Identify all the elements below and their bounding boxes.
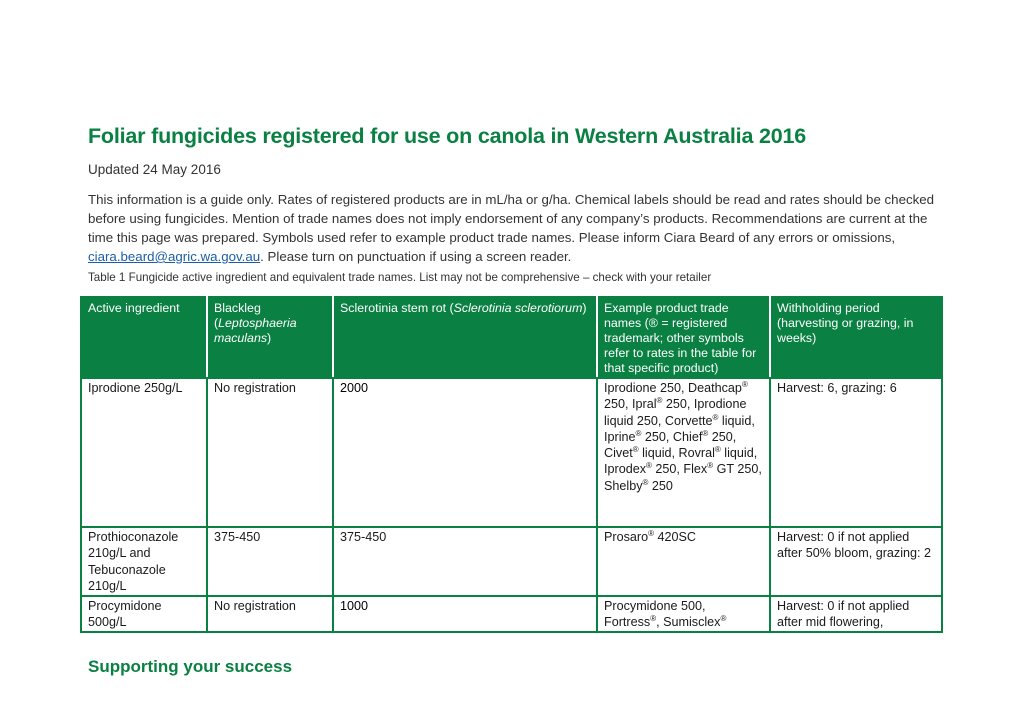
- header-sclerotinia-close: ): [582, 301, 587, 315]
- cell-blackleg: No registration: [207, 596, 333, 632]
- trade-text: Procymidone 500, Fortress: [604, 599, 706, 630]
- intro-paragraph: [88, 190, 948, 266]
- registered-mark: ®: [632, 445, 639, 454]
- cell-active-ingredient: Iprodione 250g/L: [81, 378, 207, 527]
- trade-text: 250: [648, 478, 673, 493]
- trade-text: 250, Flex: [651, 462, 708, 477]
- fungicide-table: [80, 296, 943, 633]
- trade-text: 420SC: [654, 530, 697, 544]
- registered-mark: ®: [712, 412, 719, 422]
- header-blackleg-species: Leptosphaeria maculans: [214, 316, 297, 345]
- intro-text: This information is a guide only. Rates of registered products are in mL/ha or g/ha. Chemical labels should be read and rates should be checked before using fungicides. Mention of trade names does not imply endorsement of any company’s products. Recommendations are current at the time this page was prepared. Symbols used refer to example product trade names. Please inform Ciara Beard of any errors or omissions,: [88, 192, 935, 245]
- header-blackleg-close: ): [267, 331, 272, 345]
- updated-date: Updated 24 May 2016: [88, 162, 221, 177]
- email-link[interactable]: ciara.beard@agric.wa.gov.au: [88, 249, 261, 264]
- cell-withholding: Harvest: 0 if not applied after 50% bloom, grazing: 2: [770, 527, 942, 596]
- cell-withholding: Harvest: 6, grazing: 6: [770, 378, 942, 527]
- cell-trade-names: [597, 378, 770, 527]
- cell-trade-names: [597, 596, 770, 632]
- header-sclerotinia-label: Sclerotinia stem rot (: [340, 301, 454, 315]
- table-row: [81, 378, 942, 527]
- registered-mark: ®: [642, 477, 649, 487]
- table-row: [81, 596, 942, 632]
- registered-mark: ®: [741, 379, 748, 389]
- table-header-row: [81, 297, 942, 378]
- trade-text: liquid, Iprine: [604, 413, 755, 444]
- registered-mark: ®: [635, 428, 642, 438]
- cell-sclerotinia: 1000: [333, 596, 597, 632]
- trade-text: 250, Chief: [641, 429, 703, 444]
- registered-mark: ®: [714, 445, 721, 454]
- trade-text: 250, Ipral: [604, 397, 657, 412]
- trade-text: Prosaro: [604, 530, 649, 544]
- header-sclerotinia: [333, 297, 597, 378]
- header-blackleg-label: Blackleg: [214, 301, 261, 315]
- table-caption: Table 1 Fungicide active ingredient and equivalent trade names. List may not be comprehensive – check with your retailer: [88, 271, 712, 284]
- page-title: Foliar fungicides registered for use on canola in Western Australia 2016: [88, 124, 807, 148]
- cell-withholding: Harvest: 0 if not applied after mid flowering,: [770, 596, 942, 632]
- registered-mark: ®: [707, 461, 714, 471]
- cell-blackleg: 375-450: [207, 527, 333, 596]
- trade-text: Iprodione 250, Deathcap: [604, 381, 742, 395]
- trade-text: GT 250, Shelby: [604, 462, 762, 493]
- trade-text: 250, Iprodione liquid 250, Corvette: [604, 397, 747, 428]
- registered-mark: ®: [702, 428, 709, 438]
- header-withholding: Withholding period (harvesting or grazing, in weeks): [770, 297, 942, 378]
- header-active-ingredient: Active ingredient: [81, 297, 207, 378]
- registered-mark: ®: [646, 461, 652, 471]
- registered-mark: ®: [648, 528, 655, 538]
- registered-mark: ®: [656, 396, 663, 406]
- header-trade-names: Example product trade names (® = registered trademark; other symbols refer to rates in the table for that specific product): [597, 297, 770, 378]
- cell-sclerotinia: 375-450: [333, 527, 597, 596]
- cell-blackleg: No registration: [207, 378, 333, 527]
- registered-mark: ®: [650, 614, 657, 624]
- header-blackleg-open: (: [214, 316, 219, 330]
- registered-mark: ®: [720, 614, 727, 624]
- cell-active-ingredient: Procymidone 500g/L: [81, 596, 207, 632]
- trade-text: liquid, Iprodex: [604, 446, 758, 477]
- trade-text: 250, Civet: [604, 429, 737, 461]
- table-row: [81, 527, 942, 596]
- cell-sclerotinia: 2000: [333, 378, 597, 527]
- trade-text: liquid, Rovral: [638, 446, 715, 461]
- intro-text-end: . Please turn on punctuation if using a screen reader.: [260, 249, 572, 264]
- trade-text: , Sumisclex: [656, 615, 721, 630]
- section-heading: Supporting your success: [88, 657, 293, 676]
- cell-trade-names: [597, 527, 770, 596]
- header-sclerotinia-species: Sclerotinia sclerotiorum: [453, 301, 583, 315]
- header-blackleg: [207, 297, 333, 378]
- cell-active-ingredient: Prothioconazole 210g/L and Tebuconazole 210g/L: [81, 527, 207, 596]
